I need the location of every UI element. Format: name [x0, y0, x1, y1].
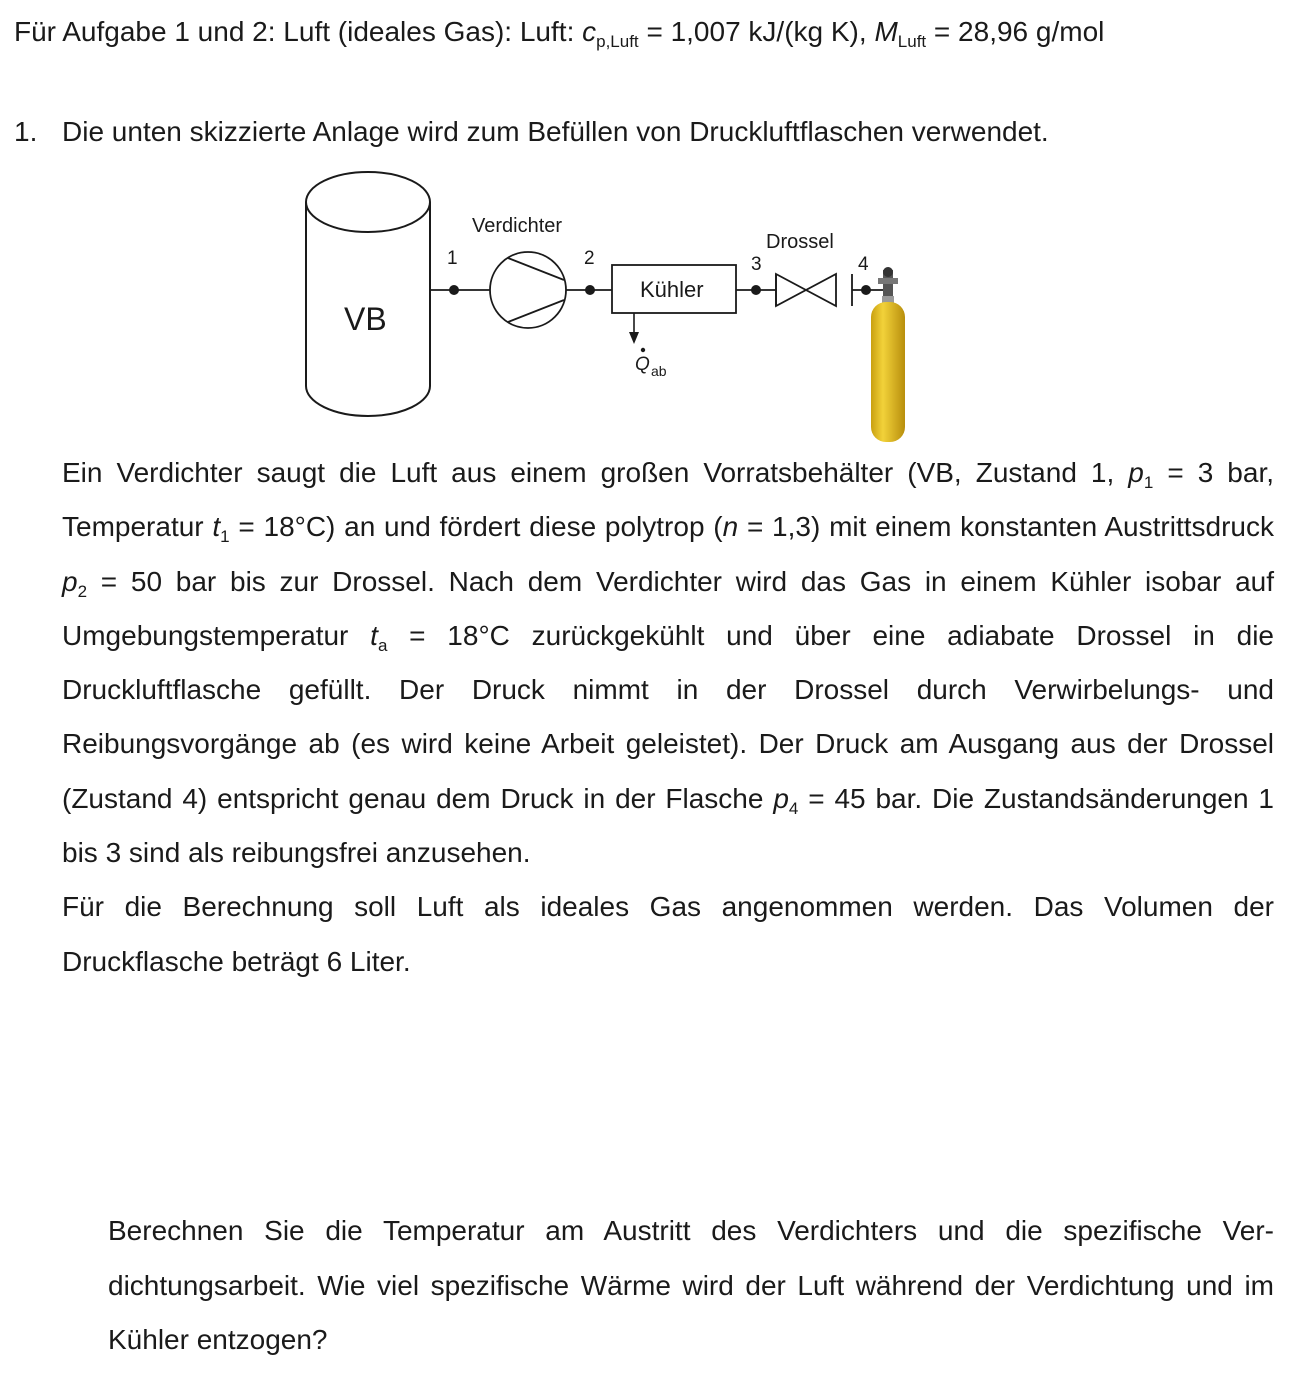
ta-subscript: a [377, 635, 388, 655]
given-data-header [14, 12, 1104, 52]
state-point-2 [585, 285, 595, 295]
description-paragraph-2: Für die Berechnung soll Luft als ideales Gas angenommen werden. Das Volumen der Druckflasche beträgt 6 Liter. [62, 891, 1274, 977]
p4-symbol: p [773, 782, 789, 814]
description-text-c: = 1,3) mit einem konstanten Austrittsdruck [738, 511, 1274, 543]
state-point-4 [861, 285, 871, 295]
task-title [14, 112, 1049, 152]
molar-mass-subscript: Luft [897, 32, 927, 51]
description-text-b: = 18°C) an und fördert diese polytrop ( [229, 511, 723, 543]
storage-tank [306, 172, 430, 416]
compressor-label: Verdichter [472, 215, 563, 237]
molar-mass-symbol: M [874, 16, 898, 47]
state-label-3: 3 [751, 254, 762, 275]
compressor-icon [490, 252, 566, 328]
task-title-text: Die unten skizzierte Anlage wird zum Befüllen von Druckluftflaschen verwendet. [62, 116, 1049, 147]
p1-symbol: p [1128, 457, 1144, 488]
description-paragraph-1 [62, 446, 1274, 880]
t1-subscript: 1 [220, 527, 230, 547]
question-block [108, 1204, 1274, 1368]
heat-symbol: Q [635, 354, 650, 375]
throttle-valve-icon [776, 274, 852, 306]
n-symbol: n [722, 511, 739, 543]
question-text: Berechnen Sie die Temperatur am Austritt des Verdichters und die spezifische Verdichtungsarbeit. Wie viel spezifische Wärme wird der Luft während der Verdichtung und im Kühler entzogen? [108, 1215, 1274, 1355]
p1-subscript: 1 [1143, 473, 1154, 492]
throttle-label: Drossel [766, 231, 834, 253]
state-point-1 [449, 285, 459, 295]
state-label-2: 2 [584, 248, 595, 269]
gas-cylinder-icon [871, 267, 905, 442]
state-label-1: 1 [447, 248, 458, 269]
cooler-label: Kühler [640, 277, 704, 302]
description-text-a: = 3 bar, Temperatur [62, 457, 1274, 543]
vb-label: VB [344, 301, 387, 337]
cp-value: = 1,007 kJ/(kg K), [638, 16, 875, 47]
description-text-f: = 45 bar. Die Zustandsänderungen 1 bis 3 sind als reibungsfrei anzusehen. [62, 782, 1274, 869]
description-text-e: = 18°C zurückgekühlt und über eine adiabate Drossel in die Druckluftflasche gefüllt. Der Druck nimmt in der Drossel durch Verwirbelungs- und Reibungsvorgänge ab (es wird keine Arbeit geleistet). Der Druck am Ausgang aus der Drossel (Zustand 4) entspricht genau dem Druck in der Flasche [62, 619, 1274, 814]
cp-symbol: c [582, 16, 597, 47]
plant-diagram [296, 152, 916, 452]
task-number: 1. [14, 116, 38, 147]
heat-subscript: ab [651, 363, 667, 379]
description-sentence-1: Ein Verdichter saugt die Luft aus einem großen Vorratsbehälter (VB, Zustand 1, [62, 457, 1115, 488]
state-label-4: 4 [858, 254, 869, 275]
heat-dot [641, 348, 645, 352]
header-prefix: Für Aufgabe 1 und 2: Luft (ideales Gas): Luft: [14, 16, 583, 47]
state-point-3 [751, 285, 761, 295]
heat-flow-arrow-icon [629, 313, 639, 344]
task-description [62, 446, 1274, 989]
description-text-d: = 50 bar bis zur Drossel. Nach dem Verdichter wird das Gas in einem Kühler isobar auf Umgebungstemperatur [62, 565, 1274, 651]
p4-subscript: 4 [788, 798, 799, 818]
molar-mass-value: = 28,96 g/mol [926, 16, 1105, 47]
ta-symbol: t [370, 619, 378, 651]
cp-subscript: p,Luft [596, 32, 639, 51]
p2-symbol: p [62, 565, 78, 597]
t1-symbol: t [212, 511, 221, 543]
p2-subscript: 2 [77, 581, 88, 601]
